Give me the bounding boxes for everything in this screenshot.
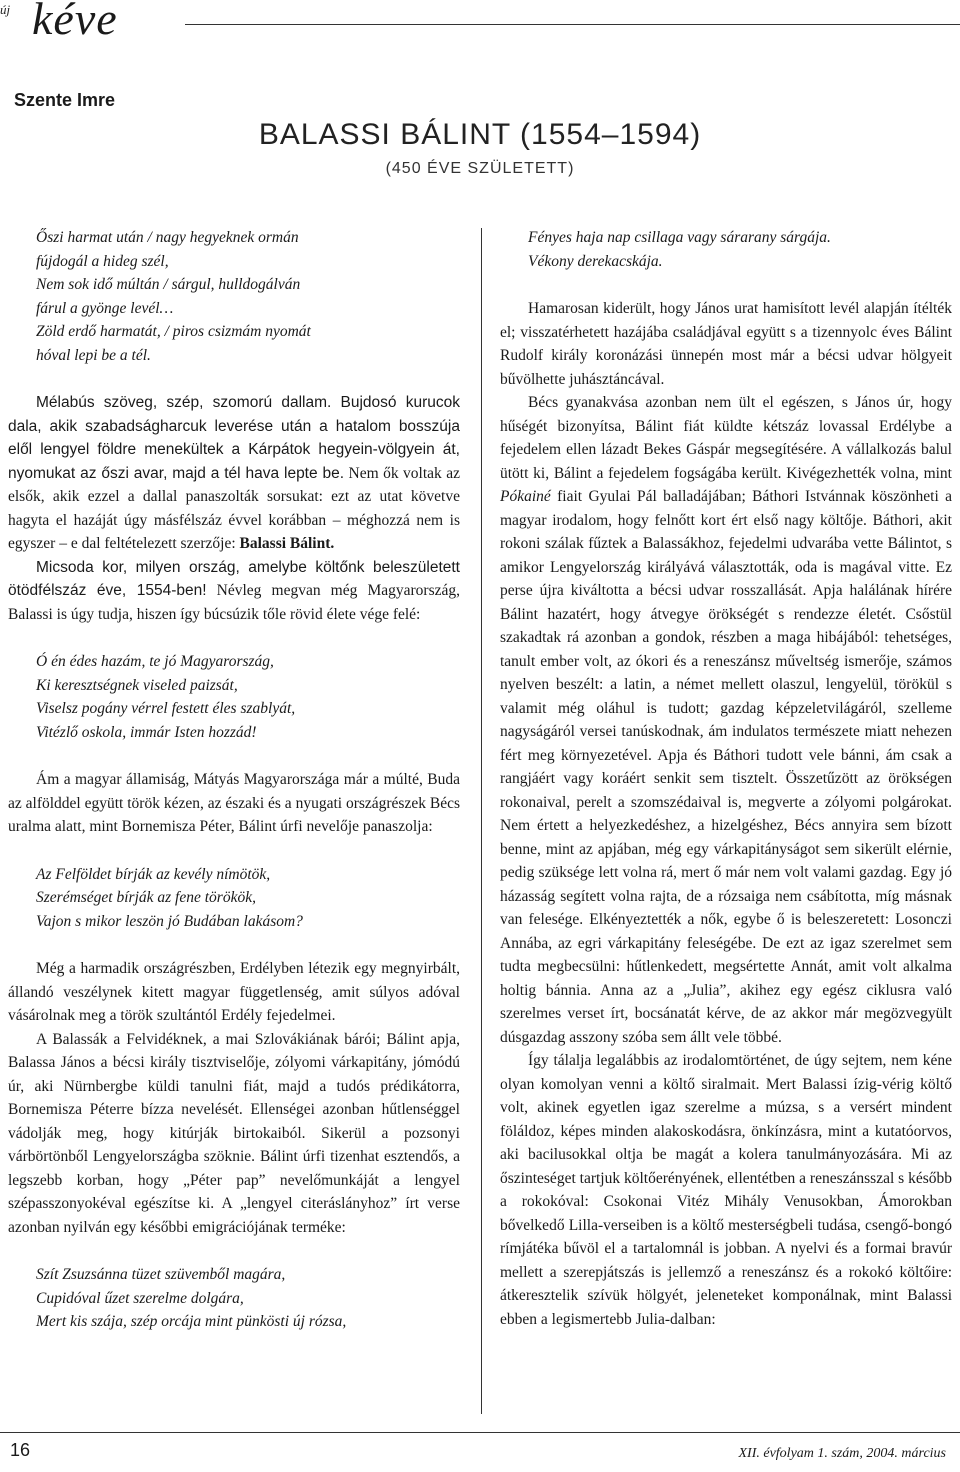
article-title: BALASSI BÁLINT (1554–1594) — [258, 118, 702, 151]
verse-line: Ki keresztségnek viseled paizsát, — [36, 676, 238, 694]
verse-block-3 — [8, 863, 460, 934]
paragraph-text: Nem ők voltak az elsők, akik ezzel a dallal panaszolták sorsukat: ezt az utat követve hagyta el hazáját úgy másfélszáz évvel korábban – méghozzá nem is egyszer – e dal feltételezett szerzője: — [8, 464, 460, 552]
article-subtitle: (450 ÉVE SZÜLETETT) — [385, 160, 575, 177]
column-divider — [481, 228, 482, 1414]
verse-line: Az Felföldet bírják az kevély nímötök, — [36, 865, 271, 883]
masthead-title: kéve — [32, 0, 118, 44]
article-author: Szente Imre — [14, 90, 116, 110]
verse-line: Cupidóval űzet szerelme dolgára, — [36, 1289, 244, 1307]
verse-line: Mert kis szája, szép orcája mint pünkösti új rózsa, — [36, 1313, 347, 1330]
masthead-rule — [185, 24, 960, 25]
paragraph — [8, 391, 460, 556]
paragraph-text: Bécs gyanakvása azonban nem ült el egészen, s János úr, hogy hűségét bizonyítsa, Bálint fiát küldte kétszáz lovassal Erdélybe a fejedelem ellen lázadt Bekes Gáspár megsegítésére. A vállalkozás balul ütött ki, Bálint a fejedelem fogságába került. Kivégezhették volna, mint — [500, 394, 952, 482]
verse-line: Vékony derekacskája. — [528, 252, 663, 270]
paragraph-text: fiait Gyulai Pál balladájában; Báthori Istvánnak köszönheti a magyar irodalom, hogy felnőtt kort ért első nagy költője. Báthori, akit rokoni szálak fűztek a Balassákhoz, fejedelmi udvarába vette Bálintot, s amikor Lengyelország királyává választották, oda is magával vitte. Ez perse újra kiváltotta a bécsi udvar rosszallását. Apja halálának hírére Bálint hazatért, hogy átvegye örökségét s rendezze életét. Csőstül szakadtak rá azonban a gondok, részben a maga hibájából: tehetséges, tanult ember volt, az ókori és a reneszánsz műveltség ismerője, számos nyelven beszélt: a latin, a német mellett olaszul, lengyelül, törökül s valamit még oláhul is tudott; gazdag képzeletvilágáról, szelleme nagyságáról versei tanúskodnak, ám indulatos természete miatt nehezen fért meg környezetével. Apja és Báthori tudott vele bánni, ám csak a rangjáért vagy koráért senkit sem tisztelt. Összetűzött az örökségen rokonaival, perelt a szomszédaival is, megverte a zólyomi polgárokat. Nem értett a helyezkedéshez, a hizelgéshez, Bécs annyira sem bízott benne, mint az apjában, még egy várkapitányságot sem sikerült elérnie, pedig szüksége lett volna rá, mert ő már nem volt valami gazdag. Egy jó házasság segített volna rajta, de a rózsaiga nem csábította, míg másnak van felesége. Elkényeztették a nők, egybe ő is beleszeretett: Losonczi Annába, az egri várkapitány feleségébe. De ezt az igaz szerelmet sem tudta megbecsülni: hűtlenkedett, megsértette Annát, amit volt alkalma holtig bánnia. Anna az a „Julia”, akihez egy egész ciklusra való szerelmes verset írt, bocsánatát kérve, de az akkor már megözvegyült dúsgazdag asszony szóba sem állt vele többé. — [500, 488, 952, 1046]
verse-line: hóval lepi be a tél. — [36, 346, 151, 364]
masthead-prefix: új — [0, 2, 11, 17]
verse-block-2 — [8, 650, 460, 744]
verse-line: Viselsz pogány vérrel festett éles szablyát, — [36, 700, 296, 717]
paragraph: Hamarosan kiderült, hogy János urat hamisított levél alapján ítélték el; visszatérhetett hazájába családjával együtt s a tizennyolc éves Bálint Rudolf király koronázási ünnepén most már a bécsi udvar hölgyeit bűvölhette juhásztáncával. — [500, 300, 952, 388]
verse-block-continued — [500, 226, 952, 273]
footer-rule — [0, 1432, 960, 1433]
issue-info: XII. évfolyam 1. szám, 2004. március — [738, 1446, 946, 1461]
verse-line: Vitézlő oskola, immár Isten hozzád! — [36, 723, 257, 741]
verse-line: Nem sok idő múltán / sárgul, hulldogálván — [36, 276, 301, 293]
verse-line: Őszi harmat után / nagy hegyeknek ormán — [36, 229, 299, 246]
paragraph: A Balassák a Felvidéknek, a mai Szlovákiának bárói; Bálint apja, Balassa János a bécsi király tisztviselője, zólyomi várkapitány, jómódú úr, aki Nürnbergbe küldi tanulni fiát, majd a tudós prédikátorra, Bornemisza Péterre bízza nevelését. Ellenségei azonban hűtlenséggel vádolják meg, hogy kitúrják birtokaiból. Sikerül a pozsonyi várbörtönből Lengyelországba szöknie. Bálint úrfi tizenhat esztendős, a legszebb korban, hogy „Péter pap” nevelőmunkáját a lengyel szépasszonyokéval egészítse ki. A „lengyel citeráslányhoz” írt verse azonban nyilván egy későbbi emigrációjának terméke: — [8, 1030, 460, 1236]
masthead — [0, 0, 960, 44]
verse-line: Szerémséget bírják az fene törökök, — [36, 889, 256, 906]
verse-line: Zöld erdő harmatát, / piros csizmám nyomát — [36, 323, 311, 340]
paragraph — [8, 556, 460, 627]
verse-line: fújdogál a hideg szél, — [36, 252, 169, 270]
paragraph: Ám a magyar államiság, Mátyás Magyarországa már a múlté, Buda az alfölddel együtt török kézen, az északi és a nyugati országrészek Bécs uralma alatt, mint Bornemisza Péter, Bálint úrfi nevelője panaszolja: — [8, 771, 460, 835]
paragraph-sans-lead: Micsoda kor, milyen ország, amelybe költőnk beleszületett ötödfélszáz éve, 1554-ben! — [8, 558, 460, 599]
verse-line: Szít Zsuzsánna tüzet szüvemből magára, — [36, 1266, 286, 1283]
right-column — [500, 226, 952, 1331]
paragraph: Így tálalja legalábbis az irodalomtörténet, de úgy sejtem, nem kéne olyan komolyan venni a költő siralmait. Mert Balassi ízig-vérig költő volt, akinek egyetlen igaz szerelme a múzsa, s a versért mindent föláldoz, képes minden alakoskodásra, önkínzásra, mint a kutatóorvos, aki bacilusokkal oltja be magát a kolera tanulmányozására. Mi az őszinteséget tartjuk költőerényének, ellentétben a reneszánsszal s később a rokokóval: Csokonai Vitéz Mihály Venusokban, Ámorokban bővelkedő Lilla-verseiben is a költő mesterségbeli tudása, csengő-bongó rímjátéka bűvöl el a tartalomnál is jobban. A nyelvi és a formai bravúr mellett a szerepjátszás is jellemző a reneszánsz és a rokokó költőire: átkeresztelik szívük hölgyét, jeleneteket komponálnak, mint Balassi ebben a legismertebb Julia-dalban: — [500, 1052, 952, 1328]
paragraph: Még a harmadik országrészben, Erdélyben létezik egy megnyirbált, állandó veszélynek kitett magyar függetlenség, amit súlyos adóval vásárolnak meg a török szultántól Erdély fejedelmei. — [8, 960, 460, 1024]
page-number: 16 — [10, 1440, 31, 1460]
poet-name: Balassi Bálint. — [239, 535, 335, 552]
paragraph — [500, 391, 952, 1049]
verse-line: Fényes haja nap csillaga vagy sárarany sárgája. — [528, 229, 831, 246]
left-column — [8, 226, 460, 1334]
verse-line: Ó én édes hazám, te jó Magyarország, — [36, 653, 274, 670]
paragraph-sans-lead: Mélabús szöveg, szép, szomorú dallam. Bujdosó kurucok dala, akik szabadságharcuk leverése után a hatalom bosszúja elől lengyel földre menekültek a Kárpátok hegyein-völgyein át, nyomukat az őszi avar, majd a tél hava lepte be. — [8, 394, 460, 482]
verse-line: Vajon s mikor leszön jó Budában lakásom? — [36, 912, 303, 930]
paragraph-text: Névleg megvan még Magyarország, Balassi is úgy tudja, hiszen így búcsúzik tőle rövid élete vége felé: — [8, 582, 460, 623]
verse-line: fárul a gyönge levél… — [36, 299, 174, 317]
ballad-title: Pókainé — [500, 488, 551, 505]
verse-block-1 — [8, 226, 460, 367]
verse-block-4 — [8, 1263, 460, 1334]
